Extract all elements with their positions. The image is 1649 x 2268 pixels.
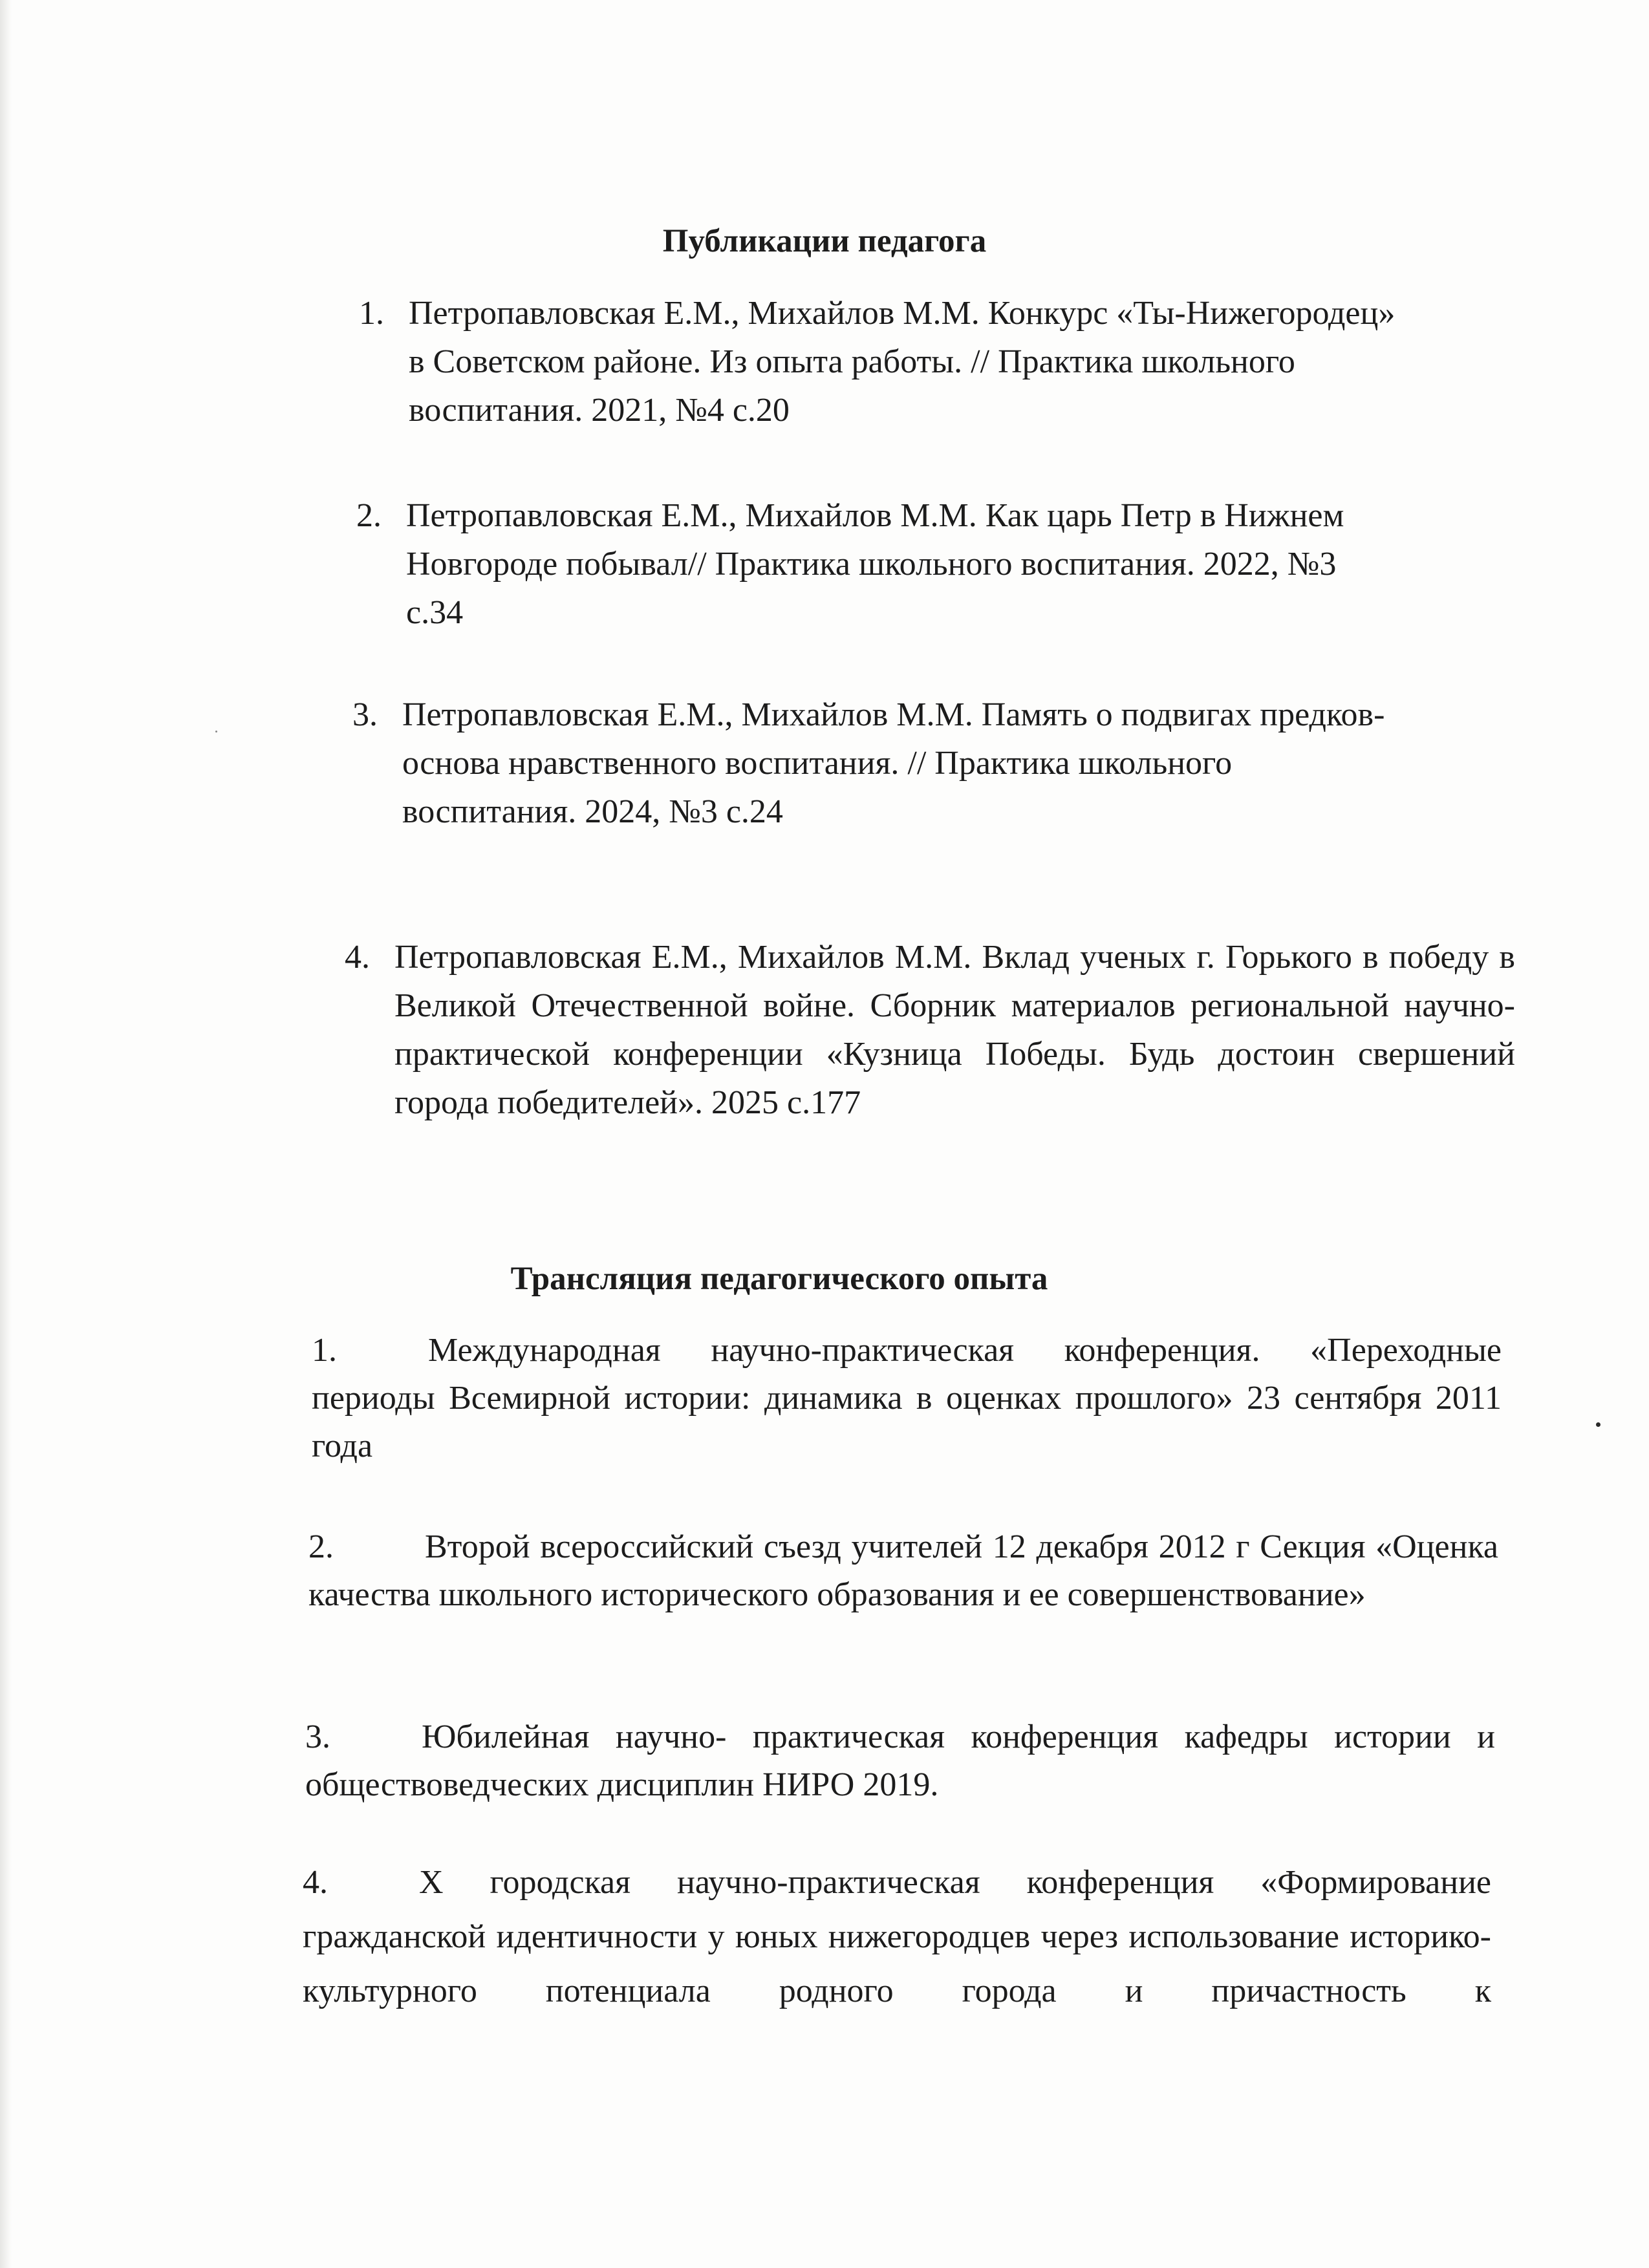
- publication-line: основа нравственного воспитания. // Практика школьного: [402, 745, 1233, 782]
- publication-line: Петропавловская Е.М., Михайлов М.М. Память о подвигах предков-: [402, 696, 1385, 733]
- publication-line: Петропавловская Е.М., Михайлов М.М. Конкурс «Ты-Нижегородец»: [409, 295, 1396, 332]
- translation-number: 1.: [312, 1332, 337, 1369]
- publication-number: 2.: [356, 497, 382, 534]
- publication-text: Петропавловская Е.М., Михайлов М.М. Вклад ученых г. Горького в победу в Великой Отечественной войне. Сборник материалов региональной научно-практической конференции «Кузница Победы. Будь достоин свершений города победителей». 2025 с.177: [394, 939, 1515, 1121]
- scan-edge-shadow: [0, 0, 12, 2268]
- publication-line: с.34: [406, 594, 464, 631]
- translation-item-4: [303, 1856, 1491, 2018]
- publications-heading: Публикации педагога: [662, 223, 987, 259]
- translation-text: X городская научно-практическая конференция «Формирование гражданской идентичности у юных нижегородцев через использование историко-культурного потенциала родного города и причастность к: [303, 1864, 1491, 2009]
- publication-line: Новгороде побывал// Практика школьного воспитания. 2022, №3: [406, 546, 1337, 583]
- publication-line: воспитания. 2024, №3 с.24: [402, 793, 783, 830]
- publication-number: 1.: [359, 295, 384, 332]
- publication-line: воспитания. 2021, №4 с.20: [409, 392, 790, 429]
- publication-line: Петропавловская Е.М., Михайлов М.М. Как царь Петр в Нижнем: [406, 497, 1344, 534]
- publication-number: 4.: [345, 939, 370, 976]
- translation-text: Международная научно-практическая конференция. «Переходные периоды Всемирной истории: динамика в оценках прошлого» 23 сентября 2011 года: [312, 1332, 1502, 1464]
- translation-number: 2.: [308, 1528, 334, 1565]
- translation-text: Второй всероссийский съезд учителей 12 декабря 2012 г Секция «Оценка качества школьного исторического образования и ее совершенствование»: [308, 1528, 1498, 1613]
- translation-number: 3.: [305, 1718, 330, 1755]
- translation-number: 4.: [303, 1864, 328, 1901]
- publication-number: 3.: [352, 696, 378, 733]
- scan-speck: [215, 731, 217, 733]
- scan-speck: [1596, 1422, 1600, 1427]
- translation-item-1: [312, 1327, 1502, 1470]
- translation-heading: Трансляция педагогического опыта: [510, 1261, 1048, 1297]
- translation-text: Юбилейная научно- практическая конференция кафедры истории и обществоведческих дисциплин НИРО 2019.: [305, 1718, 1495, 1803]
- publication-line: в Советском районе. Из опыта работы. // Практика школьного: [409, 343, 1295, 380]
- translation-item-3: [305, 1713, 1495, 1809]
- translation-item-2: [308, 1523, 1498, 1619]
